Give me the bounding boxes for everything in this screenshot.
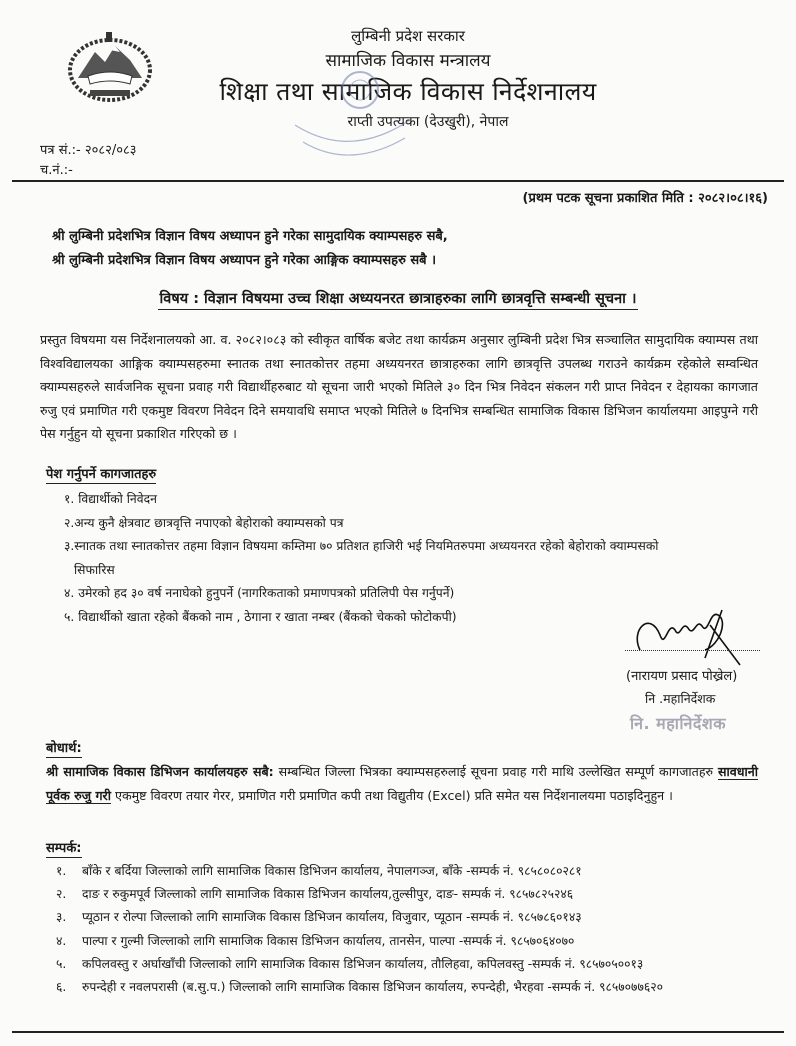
government-name: लुम्बिनी प्रदेश सरकार	[351, 27, 465, 45]
document-item-continuation: सिफारिस	[74, 562, 115, 577]
contact-text: रुपन्देही र नवलपरासी (ब.सु.प.) जिल्लाको लागि सामाजिक विकास डिभिजन कार्यालय, रुपन्देही, भैरहवा -सम्पर्क नं. ९८५७०७७६२०	[82, 980, 664, 995]
contact-text: प्यूठान र रोल्पा जिल्लाको लागि सामाजिक विकास डिभिजन कार्यालय, विजुवार, प्यूठान -सम्पर्क नं. ९८५७८६०१४३	[82, 910, 582, 925]
document-item: ५. विद्यार्थीको खाता रहेको बैंकको नाम , ठेगाना र खाता नम्बर (बैंकको चेकको फोटोकपी)	[64, 609, 457, 624]
contacts-title: सम्पर्क:	[46, 838, 82, 858]
cc-recipient: श्री सामाजिक विकास डिभिजन कार्यालयहरु सबै:	[46, 764, 274, 779]
ministry-name: सामाजिक विकास मन्त्रालय	[325, 51, 491, 71]
document-item: १. विद्यार्थीको निवेदन	[64, 492, 157, 506]
signatory-title: नि .महानिर्देशक	[645, 691, 716, 706]
directorate-name: शिक्षा तथा सामाजिक विकास निर्देशनालय	[219, 77, 597, 106]
signature-icon	[610, 590, 760, 670]
document-item: ३.स्नातक तथा स्नातकोत्तर तहमा विज्ञान विषयमा कम्तिमा ७० प्रतिशत हाजिरी भई नियमितरुपमा अध्ययनरत रहेको बेहोराको क्याम्पसको	[64, 539, 659, 553]
cc-text-before: सम्बन्धित जिल्ला भित्रका क्याम्पसहरुलाई सूचना प्रवाह गरी माथि उल्लेखित सम्पूर्ण कागजातहरु	[273, 764, 718, 779]
signatory-name: (नारायण प्रसाद पोख्रेल)	[626, 669, 738, 684]
contact-number: ५.	[56, 956, 67, 971]
contact-text: पाल्पा र गुल्मी जिल्लाको लागि सामाजिक विकास डिभिजन कार्यालय, तानसेन, पाल्पा -सम्पर्क नं. ९८५७०६४०७०	[82, 933, 575, 948]
publication-date: (प्रथम पटक सूचना प्रकाशित मिति : २०८२।०८।१६)	[522, 191, 768, 206]
contact-number: ४.	[56, 933, 67, 948]
cc-emphasis: सावधानी पूर्वक रुजु गरी	[46, 764, 758, 803]
subject-text: विषय : विज्ञान विषयमा उच्च शिक्षा अध्ययनरत छात्राहरुका लागि छात्रवृत्ति सम्बन्धी सूचना ।	[158, 291, 639, 310]
contact-number: १.	[56, 864, 67, 878]
contact-item	[56, 953, 776, 976]
contact-item	[56, 976, 776, 999]
signature-line	[625, 650, 760, 651]
dispatch-number: च.नं.:-	[40, 163, 73, 178]
cc-paragraph	[46, 760, 758, 807]
body-paragraph: प्रस्तुत विषयमा यस निर्देशनालयको आ. व. २०८२।०८३ को स्वीकृत वार्षिक बजेट तथा कार्यक्रम अनुसार लुम्बिनी प्रदेश भित्र सञ्चालित सामुदायिक क्याम्पस तथा विश्वविद्यालयका आङ्गिक क्याम्पसहरुमा स्नातक तथा स्नातकोत्तर तहमा अध्ययनरत छात्राहरुका लागि छात्रवृत्ति उपलब्ध गराउने कार्यक्रम रहेकोले सम्वन्धित क्याम्पसहरुले सार्वजनिक सूचना प्रवाह गरी विद्यार्थीहरुबाट यो सूचना जारी भएको मितिले ३० दिन भित्र निवेदन संकलन गरी प्राप्त निवेदन र देहायका कागजात रुजु एवं प्रमाणित गरी एकमुष्ट विवरण निवेदन दिने समयावधि समाप्त भएको मितिले ७ दिनभित्र सम्बन्धित सामाजिक विकास डिभिजन कार्यालयमा आइपुग्ने गरी पेस गर्नुहुन यो सूचना प्रकाशित गरिएको छ ।	[40, 332, 758, 441]
contact-text: बाँके र बर्दिया जिल्लाको लागि सामाजिक विकास डिभिजन कार्यालय, नेपालगञ्ज, बाँके -सम्पर्क नं. ९८५८०८०२८१	[82, 864, 582, 878]
addressee-constituent-campuses: श्री लुम्बिनी प्रदेशभित्र विज्ञान विषय अध्यापन हुने गरेका आङ्गिक क्याम्पसहरु सबै ।	[52, 253, 437, 268]
contact-item	[56, 906, 776, 929]
contact-item	[56, 883, 776, 906]
footer-divider	[12, 1031, 784, 1033]
contacts-list	[56, 860, 776, 999]
required-documents-title: पेश गर्नुपर्ने कागजातहरु	[46, 464, 156, 484]
cc-text-after: एकमुष्ट विवरण तयार गेरर, प्रमाणित गरी प्रमाणित कपी तथा विद्युतीय (Excel) प्रति समेत यस निर्देशनालयमा पठाइदिनुहुन ।	[110, 787, 673, 803]
contact-text: दाङ र रुकुमपूर्व जिल्लाको लागि सामाजिक विकास डिभिजन कार्यालय,तुल्सीपुर, दाङ- सम्पर्क नं. ९८५७८२५२४६	[82, 887, 574, 902]
title-stamp: नि. महानिर्देशक	[630, 714, 727, 733]
header-divider	[12, 180, 784, 182]
subject-line	[0, 288, 796, 308]
office-address: राप्ती उपत्यका (देउखुरी), नेपाल	[347, 114, 509, 130]
contact-item	[56, 860, 776, 883]
contact-text: कपिलवस्तु र अर्घाखाँची जिल्लाको लागि सामाजिक विकास डिभिजन कार्यालय, तौलिहवा, कपिलवस्तु -सम्पर्क नं. ९८५७०५००१३	[82, 956, 644, 971]
office-stamp-icon	[285, 70, 415, 170]
contact-item	[56, 930, 776, 953]
addressee-community-campuses: श्री लुम्बिनी प्रदेशभित्र विज्ञान विषय अध्यापन हुने गरेका सामुदायिक क्याम्पसहरु सबै,	[52, 229, 448, 244]
letter-number: पत्र सं.:- २०८२/०८३	[40, 143, 137, 158]
contact-number: ६.	[56, 980, 67, 995]
contact-number: २.	[56, 887, 67, 902]
document-item: २.अन्य कुनै क्षेत्रवाट छात्रवृत्ति नपाएको बेहोराको क्याम्पसको पत्र	[64, 515, 344, 530]
document-item: ४. उमेरको हद ३० वर्ष ननाघेको हुनुपर्ने (नागरिकताको प्रमाणपत्रको प्रतिलिपी पेस गर्नुपर्ने)	[64, 586, 455, 600]
contact-number: ३.	[56, 910, 67, 925]
cc-title: बोधार्थ:	[46, 738, 82, 758]
